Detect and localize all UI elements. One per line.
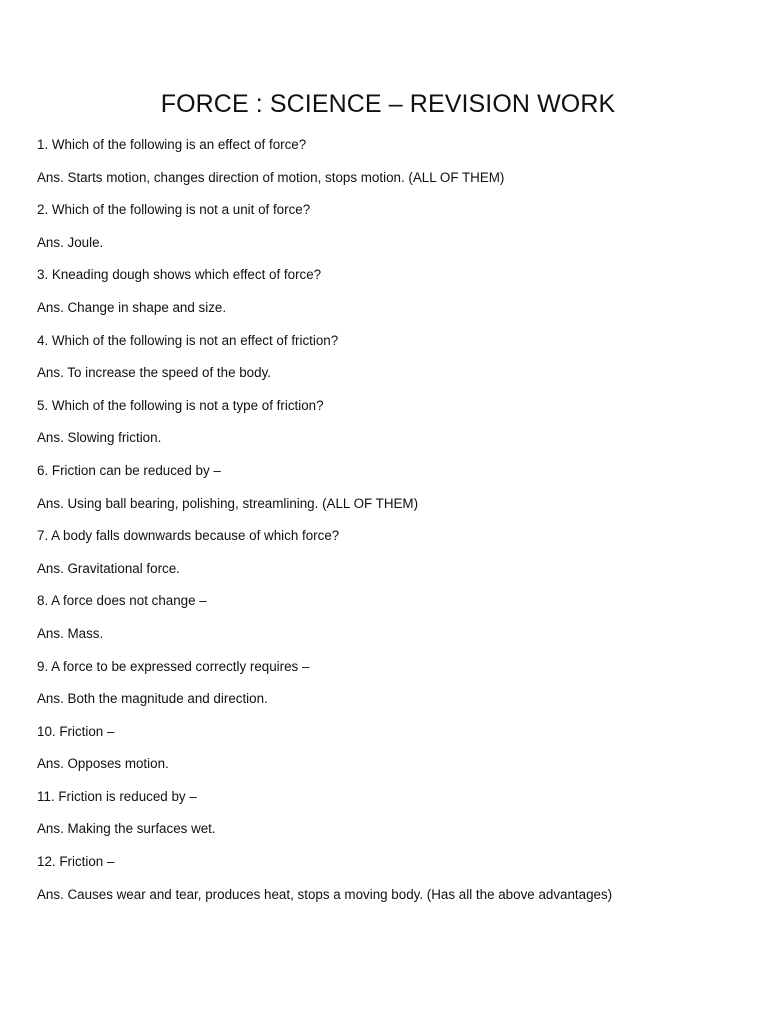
question-2: 2. Which of the following is not a unit of force? bbox=[37, 202, 311, 218]
answer-1: Ans. Starts motion, changes direction of motion, stops motion. (ALL OF THEM) bbox=[37, 169, 505, 185]
question-4: 4. Which of the following is not an effect of friction? bbox=[37, 332, 339, 348]
question-10: 10. Friction – bbox=[37, 723, 115, 739]
answer-4: Ans. To increase the speed of the body. bbox=[37, 365, 271, 381]
answer-3: Ans. Change in shape and size. bbox=[37, 299, 227, 315]
question-6: 6. Friction can be reduced by – bbox=[37, 462, 221, 478]
answer-2: Ans. Joule. bbox=[37, 234, 104, 250]
answer-11: Ans. Making the surfaces wet. bbox=[37, 821, 216, 837]
answer-9: Ans. Both the magnitude and direction. bbox=[37, 691, 268, 707]
question-8: 8. A force does not change – bbox=[37, 593, 207, 609]
answer-12: Ans. Causes wear and tear, produces heat, stops a moving body. (Has all the above advantages) bbox=[37, 886, 613, 902]
question-1: 1. Which of the following is an effect of force? bbox=[37, 137, 307, 152]
answer-7: Ans. Gravitational force. bbox=[37, 560, 180, 576]
question-list bbox=[37, 137, 737, 919]
question-11: 11. Friction is reduced by – bbox=[37, 788, 197, 804]
answer-6: Ans. Using ball bearing, polishing, streamlining. (ALL OF THEM) bbox=[37, 495, 419, 511]
question-3: 3. Kneading dough shows which effect of force? bbox=[37, 267, 322, 283]
question-12: 12. Friction – bbox=[37, 854, 115, 870]
question-5: 5. Which of the following is not a type of friction? bbox=[37, 397, 324, 413]
answer-8: Ans. Mass. bbox=[37, 625, 104, 641]
page-title: FORCE : SCIENCE – REVISION WORK bbox=[160, 90, 616, 118]
answer-10: Ans. Opposes motion. bbox=[37, 756, 169, 772]
question-9: 9. A force to be expressed correctly requires – bbox=[37, 658, 310, 674]
question-7: 7. A body falls downwards because of which force? bbox=[37, 528, 340, 544]
answer-5: Ans. Slowing friction. bbox=[37, 430, 162, 446]
